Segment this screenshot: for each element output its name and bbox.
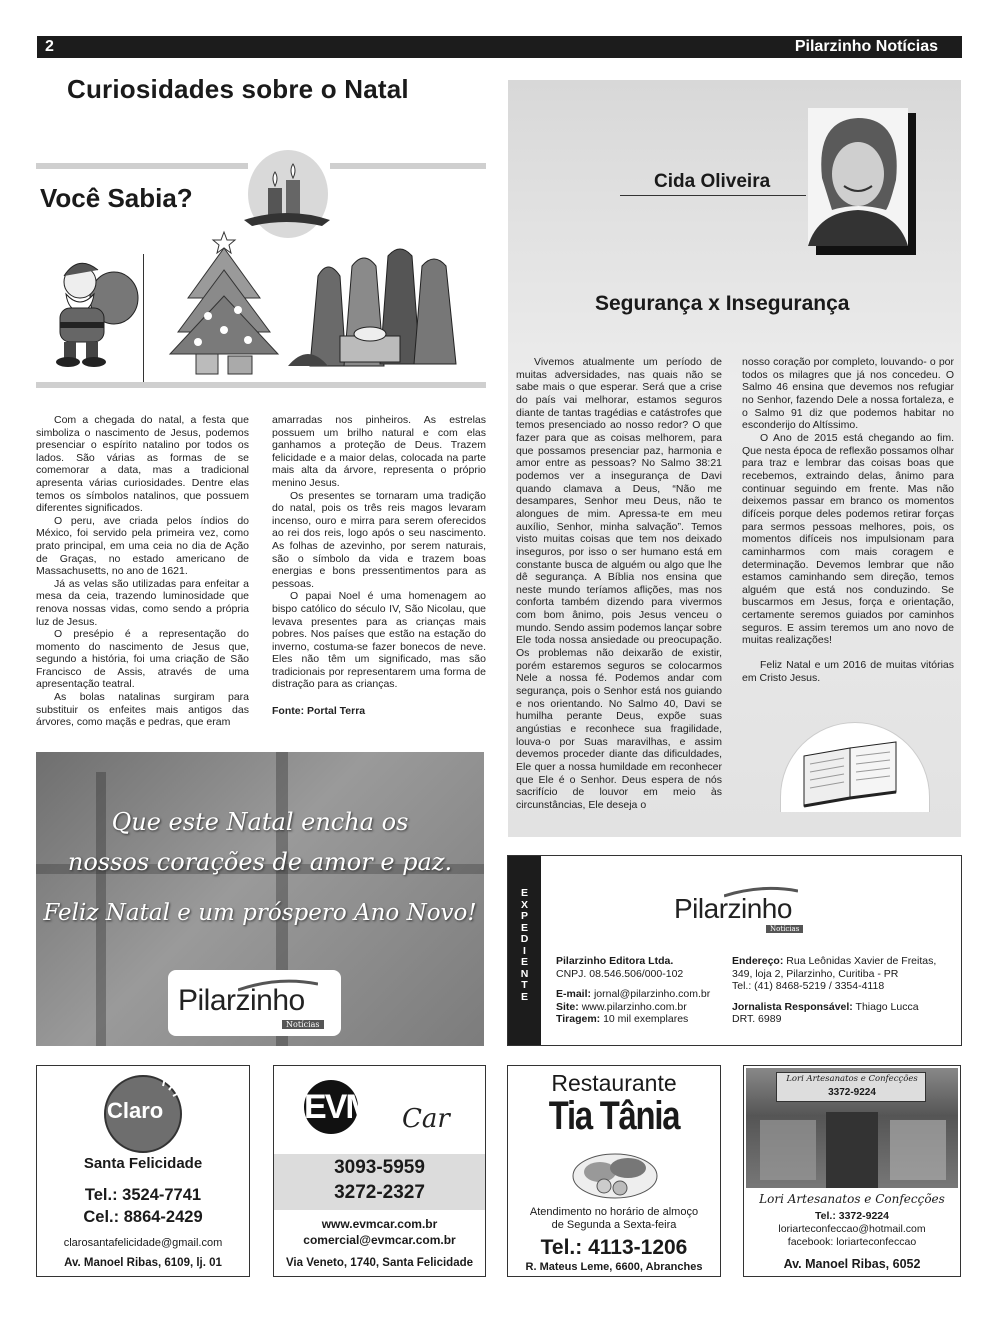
- santa-illustration: [42, 256, 142, 368]
- store-sign-phone: 3372-9224: [828, 1087, 876, 1098]
- evm-brand-b: Car: [402, 1104, 450, 1134]
- label-letter: E: [520, 956, 528, 968]
- paragraph: O presépio é a representação do momento do nascimento de Jesus que, segundo a história, foi uma criação de São Francisco de Assis, através de uma apresentação teatral.: [36, 628, 249, 691]
- email-label: E-mail:: [556, 988, 592, 1000]
- claro-cel: Cel.: 8864-2429: [83, 1208, 203, 1226]
- lori-name: Lori Artesanatos e Confecções: [759, 1192, 945, 1206]
- publication-name: Pilarzinho Notícias: [794, 38, 938, 55]
- paragraph: As bolas natalinas surgiram para substituir os enfeites mais antigos das árvores, como maçãs e pedras, que eram: [36, 691, 249, 729]
- nativity-illustration: [288, 236, 470, 376]
- store-window: [890, 1120, 946, 1180]
- section-title: Curiosidades sobre o Natal: [67, 74, 409, 104]
- restaurant-hours-2: de Segunda a Sexta-feira: [551, 1219, 677, 1231]
- lori-email[interactable]: loriarteconfeccao@hotmail.com: [778, 1223, 926, 1235]
- paragraph: Feliz Natal e um 2016 de muitas vitórias em Cristo Jesus.: [742, 659, 954, 684]
- store-door: [826, 1112, 878, 1188]
- restaurant-address: R. Mateus Leme, 6600, Abranches: [525, 1261, 703, 1273]
- journalist-name: Thiago Lucca: [855, 1000, 919, 1013]
- store-window: [760, 1120, 816, 1180]
- banner-line-1: Que este Natal encha os: [111, 808, 409, 836]
- banner-line-3: Feliz Natal e um próspero Ano Novo!: [43, 900, 477, 926]
- restaurant-name: Tia Tânia: [548, 1094, 680, 1138]
- divider: [36, 163, 248, 169]
- claro-ad: [36, 1065, 250, 1277]
- print-run: 10 mil exemplares: [603, 1013, 689, 1025]
- label-letter: E: [520, 887, 528, 899]
- label-letter: T: [521, 979, 528, 991]
- christmas-tree-illustration: [168, 226, 280, 378]
- paragraph: amarradas nos pinheiros. As estrelas possuem um brilho natural e com elas ganhamos a proteção de Deus. Trazem felicidade e a maior delas, colocada na parte mais alta da árvore, representa o próprio menino Jesus.: [272, 414, 486, 489]
- paragraph: Já as velas são utilizadas para enfeitar a mesa da ceia, trazendo luminosidade que renova nossas vidas, como sendo a própria luz de Jesus.: [36, 577, 249, 628]
- restaurant-tel: Tel.: 4113-1206: [540, 1236, 688, 1259]
- print-label: Tiragem:: [556, 1013, 601, 1025]
- paragraph: nosso coração por completo, louvando- o por todos os milagres que já nos concedeu. O Salmo 46 ensina que devemos nos refugiar no Senhor, fazendo Dele a nossa fortaleza, e o Salmo 91 diz que podemos habitar no esconderijo do Altíssimo.: [742, 356, 954, 432]
- logo-swoosh-icon: [724, 886, 798, 898]
- page-number: 2: [45, 38, 54, 55]
- journalist-label: Jornalista Responsável:: [732, 1000, 853, 1013]
- author-underline: [620, 195, 806, 196]
- label-letter: N: [520, 967, 529, 980]
- right-article-column-2: [742, 356, 954, 684]
- lori-facebook[interactable]: facebook: loriarteconfeccao: [787, 1236, 917, 1248]
- evm-phone-1: 3093-5959: [334, 1157, 425, 1178]
- expediente-company-info: [556, 955, 728, 1026]
- article-source: Fonte: Portal Terra: [272, 705, 366, 718]
- label-letter: X: [520, 898, 528, 911]
- logo-text: Pilarzinho: [178, 984, 305, 1017]
- address-line-2: 349, loja 2, Pilarzinho, Curitiba - PR: [732, 967, 899, 980]
- site-label: Site:: [556, 1000, 579, 1013]
- store-sign: [776, 1072, 926, 1102]
- label-letter: D: [520, 933, 529, 945]
- divider: [330, 163, 486, 169]
- paragraph: O papai Noel é uma homenagem ao bispo católico do século IV, São Nicolau, que levava presentes para as crianças mais pobres. Nos países que estão na estação do inverno, costuma-se fazer bonecos de neve. Eles não têm um significado, mas são tradicionais por representarem uma forma de distração para as crianças.: [272, 590, 486, 691]
- expediente-logo-subtitle: Notícias: [766, 925, 803, 933]
- lori-ad: [743, 1065, 961, 1277]
- claro-email[interactable]: clarosantafelicidade@gmail.com: [63, 1237, 223, 1249]
- tia-tania-ad: [507, 1065, 721, 1277]
- label-letter: P: [520, 910, 528, 922]
- label-letter: E: [520, 990, 528, 1003]
- label-letter: E: [520, 921, 528, 934]
- article-title: Segurança x Insegurança: [595, 292, 850, 315]
- paragraph: Vivemos atualmente um período de muitas adversidades, nas quais não se sabe mais o que esperar. Será que a crise do país vai melhorar, estamos seguros diante de tantas tragédias e catástrofes que temos presenciado ao nosso redor? O que fazer para que as coisas melhorem, para que possamos presenciar paz, harmonia e amor entre as pessoas? No Salmo 38:21 podemos ver a insegurança de Davi quando clamava a Deus, “Não me desampares, Senhor meu Deus, não te alongues de mim. Apressa-te em meu auxílio, Senhor, minha salvação”. Temos visto muitas coisas que tem nos deixado inseguros, por isso o ser humano está em constante busca de alguém ou algo que lhe dê segurança. A Bíblia nos ensina que neste mundo teríamos aflições, mas nos conforta também dizendo para vivermos com bom ânimo, pois Jesus venceu o mundo. Sendo assim podemos lançar sobre Ele toda nossa ansiedade ou preocupação. Os problemas não deixarão de existir, porém estaremos seguros se colocarmos Nele a nossa fé. Podemos andar com segurança, pois o Senhor está nos guiando e nos orientando. No Salmo 40, Davi se humilha perante Deus, expõe suas angústias e reconhece sua fragilidade, louva-o por Suas maravilhas, e assim devemos proceder diante das dificuldades, Ele quer a nossa humildade em reconhecer que Ele é o Senhor. Deus espera de nós sacrifício de louvor em meio às circunstâncias, Ele deseja o: [516, 356, 722, 811]
- store-sign-name: Lori Artesanatos e Confecções: [786, 1074, 918, 1084]
- food-plate-illustration: [570, 1142, 660, 1202]
- company-name: Pilarzinho Editora Ltda.: [556, 955, 674, 967]
- label-letter: I: [523, 944, 526, 957]
- restaurant-hours-1: Atendimento no horário de almoço: [529, 1206, 699, 1218]
- left-article-column-1: [36, 414, 249, 729]
- divider: [36, 382, 486, 388]
- claro-tel: Tel.: 3524-7741: [84, 1186, 202, 1204]
- claro-address: Av. Manoel Ribas, 6109, lj. 01: [64, 1257, 222, 1269]
- address-label: Endereço:: [732, 955, 784, 967]
- divider: [143, 254, 144, 382]
- paragraph: Com a chegada do natal, a festa que simboliza o nascimento de Jesus, podemos presenciar o espírito natalino por todos os lados. São várias as formas de se comemorar a data, mas a tradicional apresenta várias curiosidades. Dentre elas temos os símbolos natalinos, que possuem diferentes significados.: [36, 414, 249, 515]
- author-photo: [808, 108, 908, 246]
- expediente-label: [508, 856, 541, 1045]
- evm-address: Via Veneto, 1740, Santa Felicidade: [285, 1257, 474, 1269]
- author-name: Cida Oliveira: [654, 171, 771, 192]
- expediente-logo-text: Pilarzinho: [674, 893, 792, 924]
- paragraph: [742, 647, 954, 659]
- paragraph: Os presentes se tornaram uma tradição do natal, pois os três reis magos levaram incenso, ouro e mirra para serem oferecidos ao rei dos reis, logo após o seu nascimento. As folhas de azevinho, por serem naturais, são o símbolo da vida e trazem boas energias e bons pressentimentos para as pessoas.: [272, 489, 486, 590]
- logo-swoosh-icon: [238, 978, 318, 992]
- banner-line-2: nossos corações de amor e paz.: [67, 848, 453, 876]
- company-phone: Tel.: (41) 8468-5219 / 3354-4118: [732, 980, 885, 992]
- bible-icon: [800, 738, 900, 808]
- company-site[interactable]: www.pilarzinho.com.br: [581, 1000, 687, 1013]
- logo-subtitle: Notícias: [282, 1020, 324, 1029]
- banner-logo: [168, 970, 341, 1036]
- paragraph: O Ano de 2015 está chegando ao fim. Que nesta época de reflexão possamos olhar para traz e lembrar das coisas boas que recebemos, extraindo delas, ânimo para continuar seguindo em frente. Mas não deixemos passar em branco os momentos difíceis porque deles podemos retirar forças para sermos pessoas melhores, pois, os momentos difíceis nos impulsionam para caminharmos com mais coragem e determinação. Devemos lembrar que não estamos caminhando sem direção, temos alguém que está nos conduzindo. Se buscarmos em Jesus, força e orientação, certamente seremos guiados por caminhos seguros. E assim teremos um ano novo de muitas realizações!: [742, 431, 954, 647]
- address-line-1: Rua Leônidas Xavier de Freitas,: [786, 955, 937, 967]
- store-photo: [746, 1068, 958, 1188]
- christmas-banner: [36, 752, 484, 1046]
- expediente-contact-info: [732, 955, 958, 1026]
- evm-email[interactable]: comercial@evmcar.com.br: [303, 1233, 456, 1247]
- paragraph: O peru, ave criada pelos índios do México, foi servido pela primeira vez, como prato principal, em uma ceia no dia de Ação de Graças, no estado americano de Massachusetts, no ano de 1621.: [36, 514, 249, 578]
- claro-store-name: Santa Felicidade: [83, 1155, 203, 1172]
- journalist-drt: DRT. 6989: [732, 1013, 782, 1025]
- restaurant-label: Restaurante: [551, 1070, 677, 1096]
- company-cnpj: CNPJ. 08.546.506/000-102: [556, 967, 684, 980]
- article-kicker: Você Sabia?: [40, 183, 193, 213]
- lori-address: Av. Manoel Ribas, 6052: [783, 1257, 921, 1271]
- evm-car-ad: [273, 1065, 486, 1277]
- claro-brand: Claro: [107, 1098, 164, 1123]
- right-article-column-1: [516, 356, 722, 812]
- evm-phone-2: 3272-2327: [334, 1182, 425, 1203]
- company-email[interactable]: jornal@pilarzinho.com.br: [593, 988, 711, 1000]
- evm-site[interactable]: www.evmcar.com.br: [321, 1217, 438, 1231]
- left-article-column-2: [272, 414, 486, 718]
- evm-brand-a: EVM: [304, 1088, 372, 1126]
- page-header: [37, 36, 962, 58]
- lori-tel: Tel.: 3372-9224: [815, 1210, 889, 1222]
